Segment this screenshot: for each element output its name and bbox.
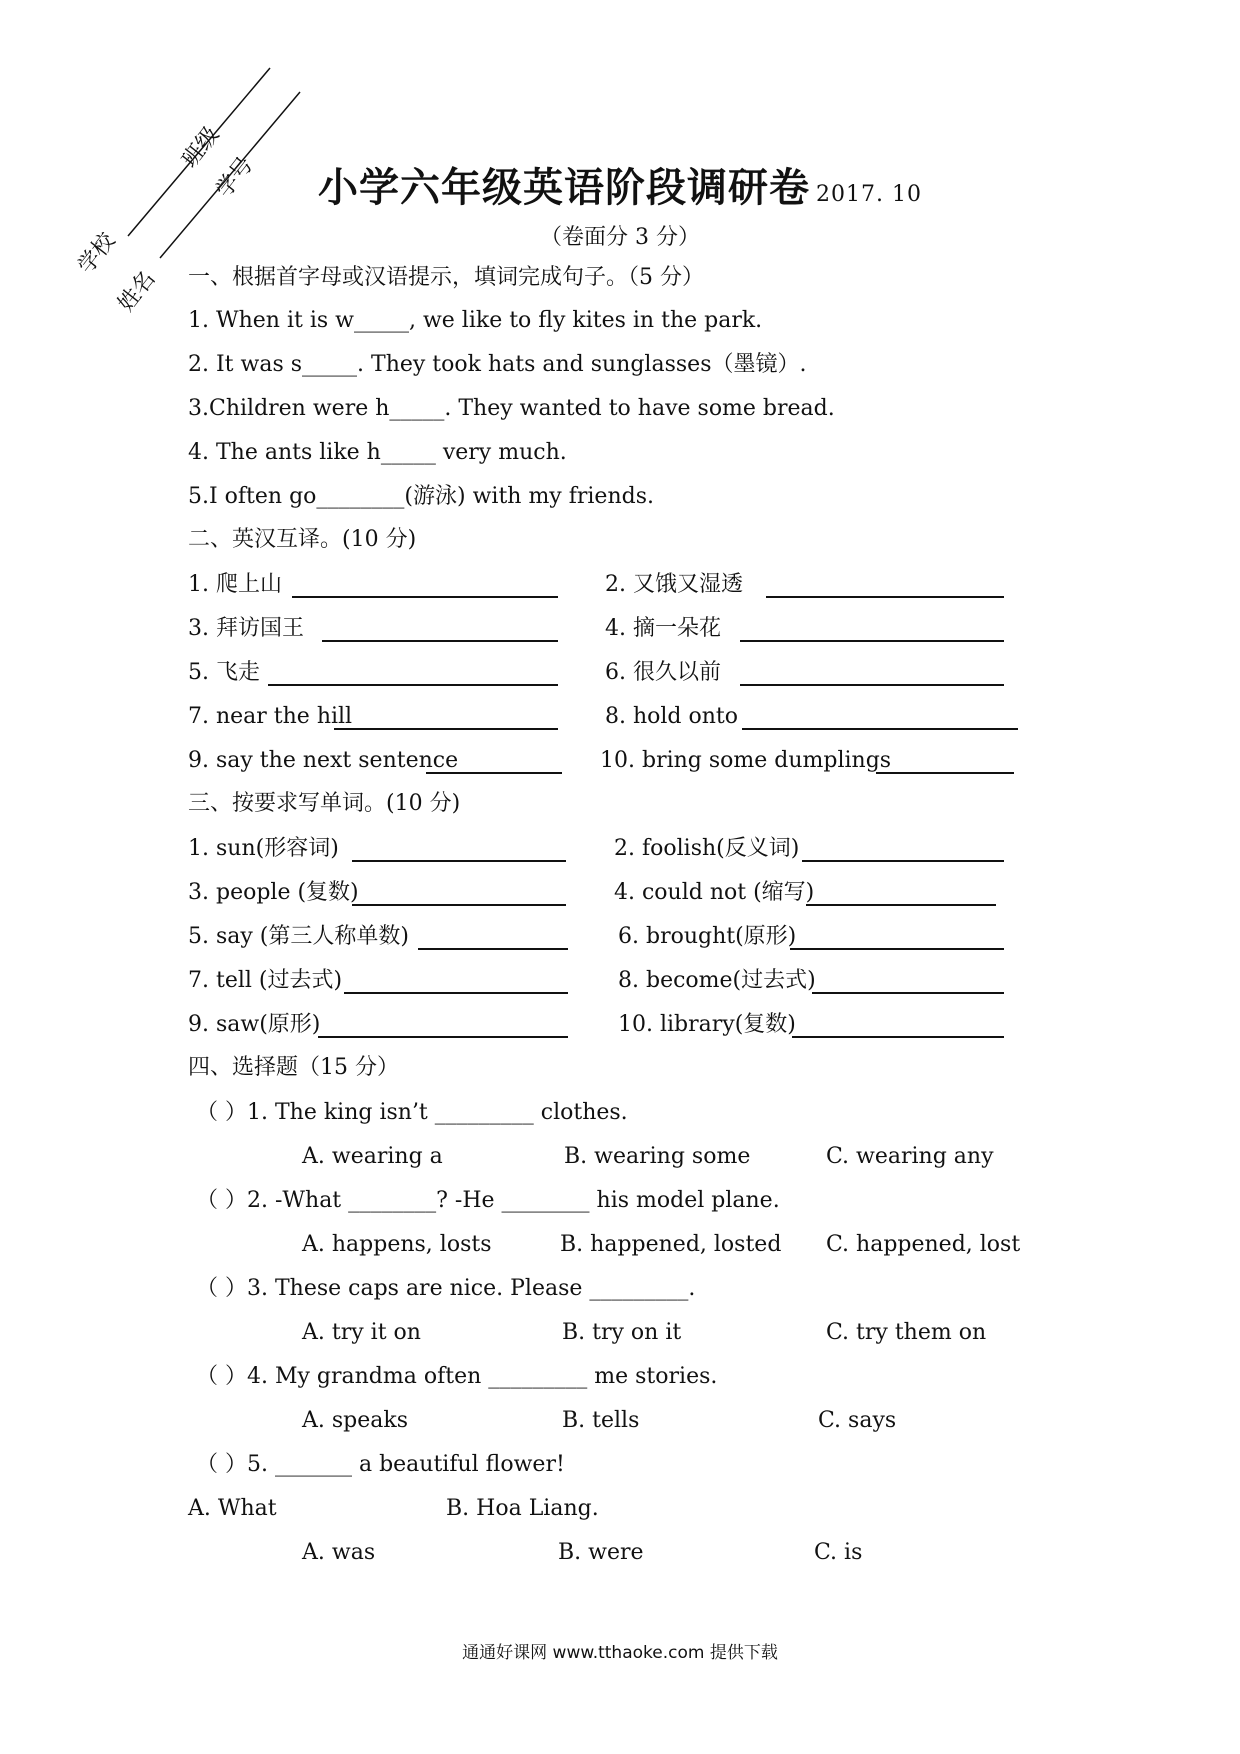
s3-right-5-blank[interactable]	[792, 1014, 1004, 1038]
q4-option-c: C. says	[818, 1408, 897, 1433]
q5-extra-a: A. What	[188, 1496, 277, 1521]
s2-left-1-blank[interactable]	[292, 574, 558, 598]
corner-class-label: 班级	[177, 122, 225, 173]
s3-right-1: 2. foolish(反义词)	[614, 836, 800, 861]
s2-left-1: 1. 爬上山	[188, 572, 282, 597]
s2-left-3: 5. 飞走	[188, 660, 260, 685]
exam-title	[0, 156, 1240, 213]
s3-right-3: 6. brought(原形)	[618, 924, 797, 949]
s3-right-5: 10. library(复数)	[618, 1012, 796, 1037]
q1-option-c: C. wearing any	[826, 1144, 994, 1169]
footer-download-note: 通通好课网 www.tthaoke.com 提供下载	[462, 1643, 778, 1663]
s2-left-2-blank[interactable]	[322, 618, 558, 642]
q5-stem: （ ）5. _______ a beautiful flower!	[196, 1452, 565, 1477]
s1-item-1: 1. When it is w_____, we like to fly kites in the park.	[188, 308, 763, 333]
s2-right-5-blank[interactable]	[876, 750, 1014, 774]
s2-right-4-blank[interactable]	[742, 706, 1018, 730]
s2-left-5: 9. say the next sentence	[188, 748, 459, 773]
s3-right-4-blank[interactable]	[812, 970, 1004, 994]
corner-name-label: 姓名	[113, 266, 161, 317]
corner-number-label: 学号	[211, 152, 259, 203]
s1-item-4: 4. The ants like h_____ very much.	[188, 440, 567, 465]
s2-right-2-blank[interactable]	[740, 618, 1004, 642]
section1-heading: 一、根据首字母或汉语提示，填词完成句子。（5 分）	[188, 265, 704, 290]
q4-option-b: B. tells	[562, 1408, 640, 1433]
q2-option-a: A. happens, losts	[302, 1232, 492, 1257]
s3-left-4: 7. tell (过去式)	[188, 968, 343, 993]
s3-right-2: 4. could not (缩写)	[614, 880, 815, 905]
s2-left-5-blank[interactable]	[426, 750, 562, 774]
q1-option-b: B. wearing some	[564, 1144, 751, 1169]
s3-left-1: 1. sun(形容词)	[188, 836, 339, 861]
section3-heading: 三、按要求写单词。(10 分)	[188, 791, 461, 816]
q5-extra-b: B. Hoa Liang.	[446, 1496, 599, 1521]
s2-left-3-blank[interactable]	[268, 662, 558, 686]
s3-right-3-blank[interactable]	[790, 926, 1004, 950]
section4-heading: 四、选择题（15 分）	[188, 1055, 399, 1080]
s3-left-2-blank[interactable]	[352, 882, 566, 906]
q4-option-a: A. speaks	[302, 1408, 409, 1433]
exam-subtitle: （卷面分 3 分）	[540, 225, 700, 250]
s2-right-3-blank[interactable]	[740, 662, 1004, 686]
s1-item-2: 2. It was s_____. They took hats and sunglasses（墨镜）.	[188, 352, 807, 377]
s1-item-5: 5.I often go________(游泳) with my friends.	[188, 484, 654, 509]
q2-stem: （ ）2. -What ________? -He ________ his model plane.	[196, 1188, 780, 1213]
q3-stem: （ ）3. These caps are nice. Please _________.	[196, 1276, 696, 1301]
s2-left-4-blank[interactable]	[334, 706, 558, 730]
s3-left-4-blank[interactable]	[344, 970, 568, 994]
s3-right-1-blank[interactable]	[802, 838, 1004, 862]
s2-left-4: 7. near the hill	[188, 704, 353, 729]
s2-right-4: 8. hold onto	[605, 704, 739, 729]
s3-left-3: 5. say (第三人称单数)	[188, 924, 409, 949]
title-text: 小学六年级英语阶段调研卷	[318, 164, 811, 211]
section2-heading: 二、英汉互译。(10 分)	[188, 527, 417, 552]
q5-option-a: A. was	[302, 1540, 376, 1565]
s2-right-2: 4. 摘一朵花	[605, 616, 721, 641]
q1-option-a: A. wearing a	[302, 1144, 443, 1169]
q3-option-a: A. try it on	[302, 1320, 421, 1345]
q3-option-c: C. try them on	[826, 1320, 987, 1345]
q2-option-b: B. happened, losted	[560, 1232, 782, 1257]
exam-date: 2017. 10	[816, 182, 922, 207]
s3-right-2-blank[interactable]	[806, 882, 996, 906]
corner-school-label: 学校	[73, 228, 121, 279]
s3-left-5: 9. saw(原形)	[188, 1012, 321, 1037]
q5-option-b: B. were	[558, 1540, 644, 1565]
q1-stem: （ ）1. The king isn’t _________ clothes.	[196, 1100, 628, 1125]
s2-right-1: 2. 又饿又湿透	[605, 572, 743, 597]
q3-option-b: B. try on it	[562, 1320, 682, 1345]
s3-left-3-blank[interactable]	[418, 926, 568, 950]
s2-right-3: 6. 很久以前	[605, 660, 721, 685]
q5-option-c: C. is	[814, 1540, 863, 1565]
s2-right-5: 10. bring some dumplings	[600, 748, 892, 773]
s3-right-4: 8. become(过去式)	[618, 968, 816, 993]
s3-left-5-blank[interactable]	[318, 1014, 568, 1038]
s2-left-2: 3. 拜访国王	[188, 616, 304, 641]
s1-item-3: 3.Children were h_____. They wanted to have some bread.	[188, 396, 835, 421]
q2-option-c: C. happened, lost	[826, 1232, 1021, 1257]
s2-right-1-blank[interactable]	[766, 574, 1004, 598]
s3-left-1-blank[interactable]	[352, 838, 566, 862]
q4-stem: （ ）4. My grandma often _________ me stories.	[196, 1364, 718, 1389]
s3-left-2: 3. people (复数)	[188, 880, 359, 905]
